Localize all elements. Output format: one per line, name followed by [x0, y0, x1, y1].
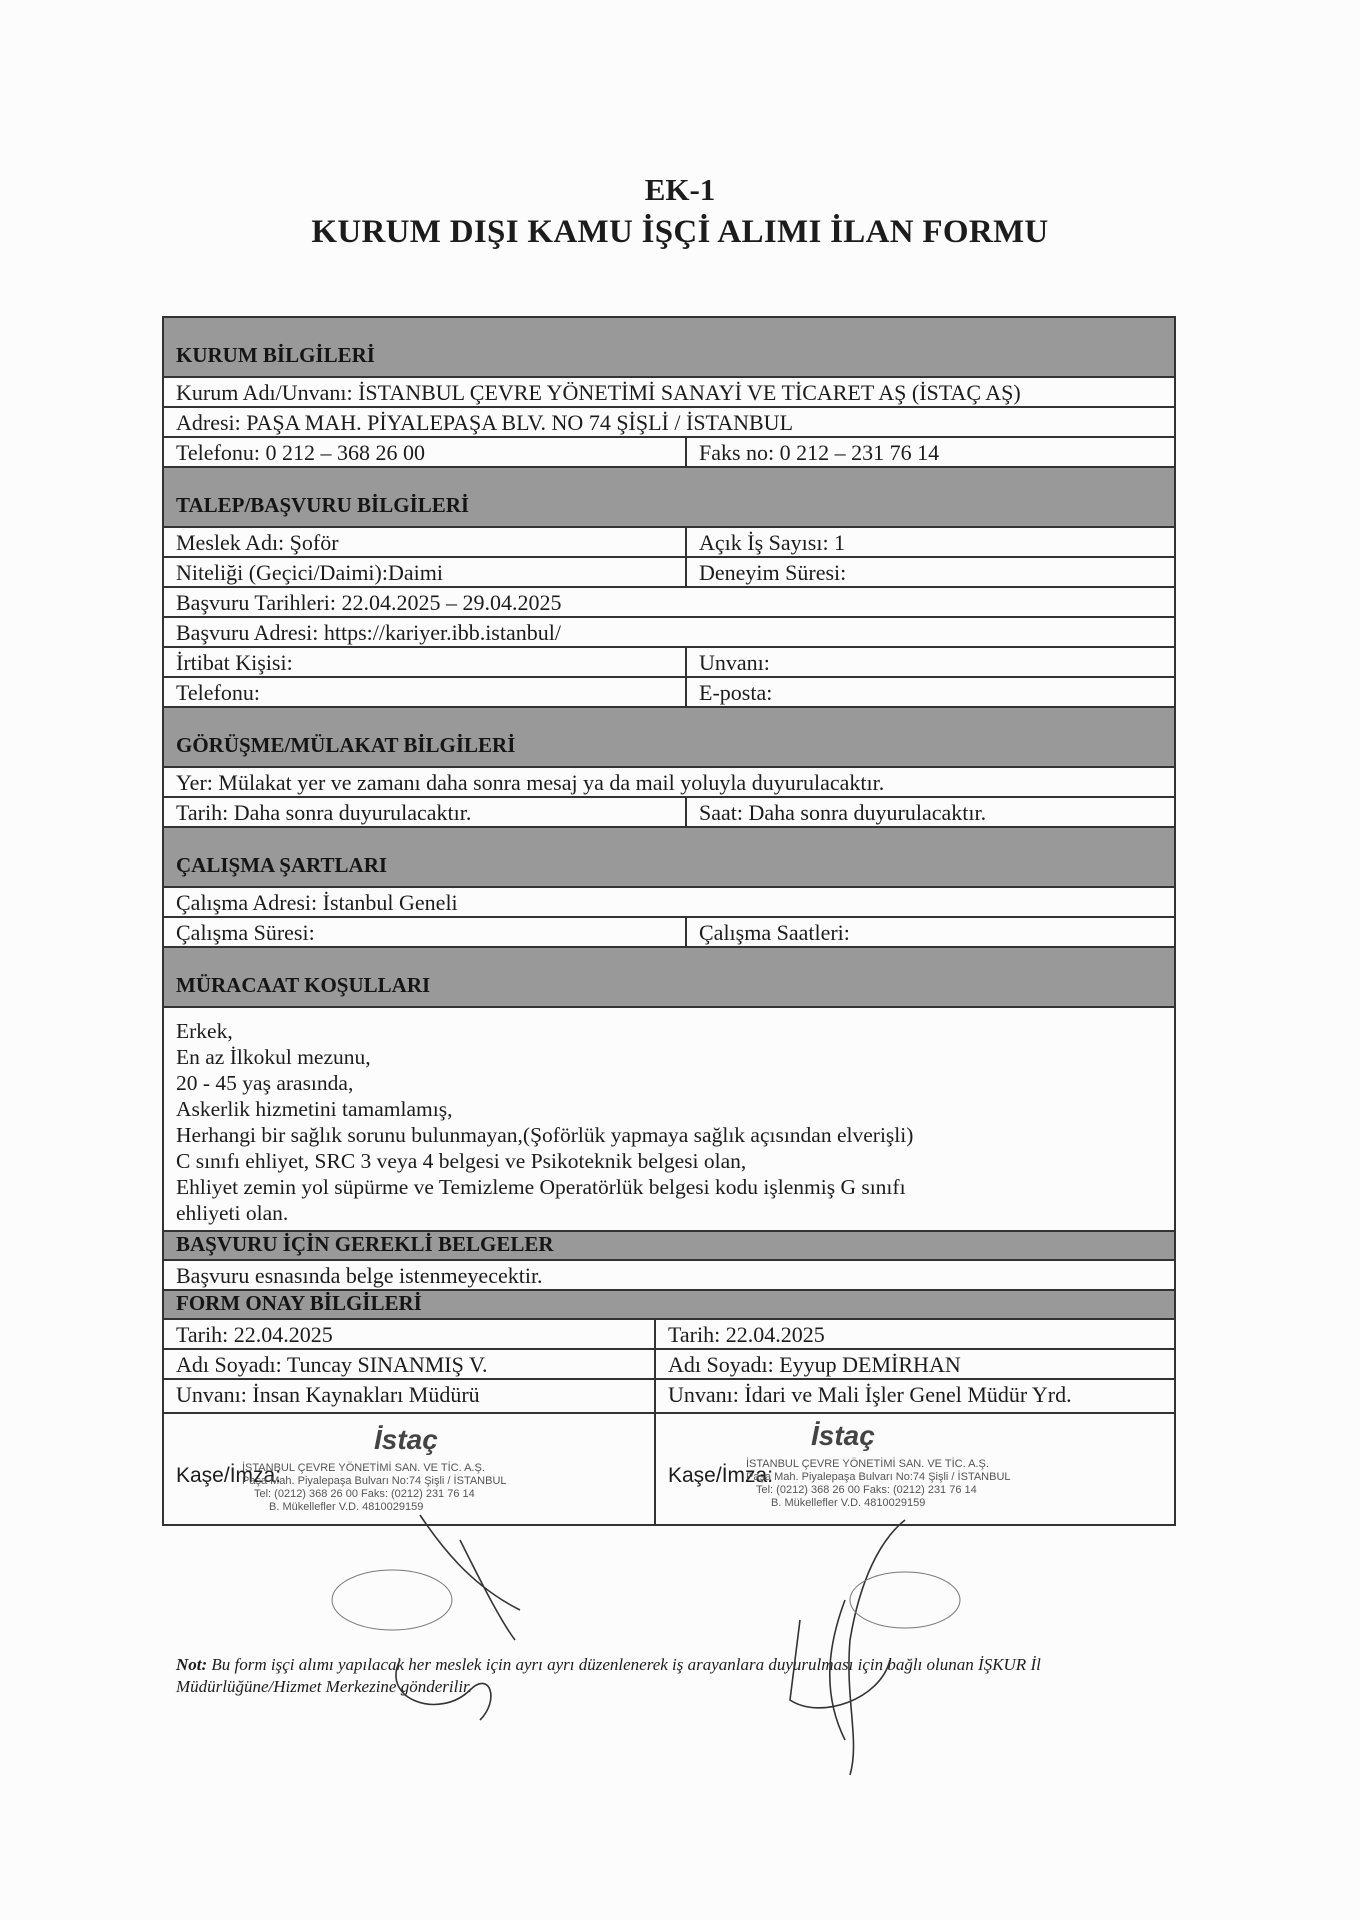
form-code: EK-1 — [644, 172, 716, 207]
istac-logo: İstaç — [811, 1420, 875, 1451]
basvuru-adresi: Başvuru Adresi: https://kariyer.ibb.istanbul/ — [176, 620, 561, 645]
stamp-label-left: Kaşe/İmza: — [176, 1464, 282, 1487]
section-gorusme: GÖRÜŞME/MÜLAKAT BİLGİLERİ — [164, 708, 1174, 768]
onay-right-ad: Adı Soyadı: Eyyup DEMİRHAN — [654, 1350, 1174, 1378]
irtibat-eposta: E-posta: — [685, 678, 1174, 706]
stamp-line: B. Mükellefler V.D. 4810029159 — [771, 1497, 926, 1509]
onay-left-ad: Adı Soyadı: Tuncay SINANMIŞ V. — [176, 1352, 488, 1377]
onay-right-unvan: Unvanı: İdari ve Mali İşler Genel Müdür Yrd. — [654, 1380, 1174, 1412]
onay-left-unvan: Unvanı: İnsan Kaynakları Müdürü — [176, 1382, 480, 1407]
istac-logo: İstaç — [374, 1424, 438, 1455]
meslek-adi: Meslek Adı: Şoför — [176, 530, 339, 555]
gorusme-tarih: Tarih: Daha sonra duyurulacaktır. — [176, 800, 472, 825]
belgeler-text: Başvuru esnasında belge istenmeyecektir. — [164, 1261, 1174, 1291]
section-belgeler: BAŞVURU İÇİN GEREKLİ BELGELER — [164, 1232, 1174, 1261]
note-label: Not: — [176, 1655, 208, 1674]
empty-cell — [685, 588, 1174, 616]
section-talep: TALEP/BAŞVURU BİLGİLERİ — [164, 468, 1174, 528]
irtibat-telefonu: Telefonu: — [176, 680, 260, 705]
application-form — [162, 316, 1176, 1526]
gorusme-saat: Saat: Daha sonra duyurulacaktır. — [685, 798, 1174, 826]
onay-row-ad — [164, 1350, 1174, 1380]
condition-line: Askerlik hizmetini tamamlamış, — [176, 1097, 453, 1121]
talep-row-3 — [164, 588, 1174, 618]
section-onay: FORM ONAY BİLGİLERİ — [164, 1291, 1174, 1320]
condition-line: Herhangi bir sağlık sorunu bulunmayan,(Şoförlük yapmaya sağlık açısından elverişli) — [176, 1123, 914, 1147]
onay-right-tarih: Tarih: 22.04.2025 — [654, 1320, 1174, 1348]
onay-row-tarih — [164, 1320, 1174, 1350]
talep-row-2 — [164, 558, 1174, 588]
talep-row-1 — [164, 528, 1174, 558]
condition-line: En az İlkokul mezunu, — [176, 1045, 371, 1069]
stamp-line: İSTANBUL ÇEVRE YÖNETİMİ SAN. VE TİC. A.Ş. — [242, 1462, 485, 1474]
stamp-seal-left — [332, 1570, 452, 1630]
calisma-suresi: Çalışma Süresi: — [176, 920, 315, 945]
condition-line: 20 - 45 yaş arasında, — [176, 1071, 354, 1095]
note-text: Bu form işçi alımı yapılacak her meslek için ayrı ayrı düzenlenerek iş arayanlara duyurulması için bağlı olunan İŞKUR İl Müdürlüğüne/Hizmet Merkezine gönderilir. — [176, 1655, 1041, 1696]
kurum-fax: Faks no: 0 212 – 231 76 14 — [685, 438, 1174, 466]
section-calisma: ÇALIŞMA ŞARTLARI — [164, 828, 1174, 888]
acik-is-sayisi: Açık İş Sayısı: 1 — [685, 528, 1174, 556]
stamp-line: Paşa Mah. Piyalepaşa Bulvarı No:74 Şişli / İSTANBUL — [242, 1475, 507, 1487]
kurum-address: Adresi: PAŞA MAH. PİYALEPAŞA BLV. NO 74 ŞİŞLİ / İSTANBUL — [164, 408, 1174, 438]
empty-cell — [685, 618, 1174, 646]
stamp-label-right: Kaşe/İmza: — [668, 1464, 774, 1487]
footnote — [176, 1654, 1186, 1698]
deneyim-suresi: Deneyim Süresi: — [685, 558, 1174, 586]
section-muracaat: MÜRACAAT KOŞULLARI — [164, 948, 1174, 1008]
gorusme-yer: Yer: Mülakat yer ve zamanı daha sonra mesaj ya da mail yoluyla duyurulacaktır. — [164, 768, 1174, 798]
muracaat-conditions — [164, 1008, 1174, 1232]
signature-right — [790, 1520, 905, 1775]
onay-left-tarih: Tarih: 22.04.2025 — [176, 1322, 333, 1347]
condition-line: Ehliyet zemin yol süpürme ve Temizleme Operatörlük belgesi kodu işlenmiş G sınıfı — [176, 1175, 906, 1199]
onay-row-stamps — [164, 1414, 1174, 1526]
talep-row-4 — [164, 618, 1174, 648]
calisma-row — [164, 918, 1174, 948]
niteligi: Niteliği (Geçici/Daimi):Daimi — [176, 560, 443, 585]
stamp-line: Tel: (0212) 368 26 00 Faks: (0212) 231 76 14 — [756, 1484, 977, 1496]
calisma-adresi: Çalışma Adresi: İstanbul Geneli — [164, 888, 1174, 918]
kurum-contact-row — [164, 438, 1174, 468]
stamp-cell-left — [164, 1414, 654, 1524]
stamp-line: İSTANBUL ÇEVRE YÖNETİMİ SAN. VE TİC. A.Ş. — [746, 1458, 989, 1470]
form-title: KURUM DIŞI KAMU İŞÇİ ALIMI İLAN FORMU — [311, 214, 1049, 250]
condition-line: C sınıfı ehliyet, SRC 3 veya 4 belgesi ve Psikoteknik belgesi olan, — [176, 1149, 747, 1173]
gorusme-row — [164, 798, 1174, 828]
stamp-line: Tel: (0212) 368 26 00 Faks: (0212) 231 76 14 — [254, 1488, 475, 1500]
stamp-cell-right — [654, 1414, 1174, 1524]
talep-row-6 — [164, 678, 1174, 708]
talep-row-5 — [164, 648, 1174, 678]
section-kurum: KURUM BİLGİLERİ — [164, 318, 1174, 378]
basvuru-tarihleri: Başvuru Tarihleri: 22.04.2025 – 29.04.2025 — [176, 590, 562, 615]
stamp-seal-right — [850, 1572, 960, 1628]
kurum-phone: Telefonu: 0 212 – 368 26 00 — [176, 440, 425, 465]
irtibat-kisisi: İrtibat Kişisi: — [176, 650, 293, 675]
stamp-line: Paşa Mah. Piyalepaşa Bulvarı No:74 Şişli / İSTANBUL — [746, 1471, 1011, 1483]
calisma-saatleri: Çalışma Saatleri: — [685, 918, 1174, 946]
kurum-name: Kurum Adı/Unvanı: İSTANBUL ÇEVRE YÖNETİMİ SANAYİ VE TİCARET AŞ (İSTAÇ AŞ) — [164, 378, 1174, 408]
condition-line: Erkek, — [176, 1019, 233, 1043]
condition-line: ehliyeti olan. — [176, 1201, 289, 1225]
stamp-line: B. Mükellefler V.D. 4810029159 — [269, 1501, 424, 1513]
onay-row-unvan — [164, 1380, 1174, 1414]
irtibat-unvani: Unvanı: — [685, 648, 1174, 676]
